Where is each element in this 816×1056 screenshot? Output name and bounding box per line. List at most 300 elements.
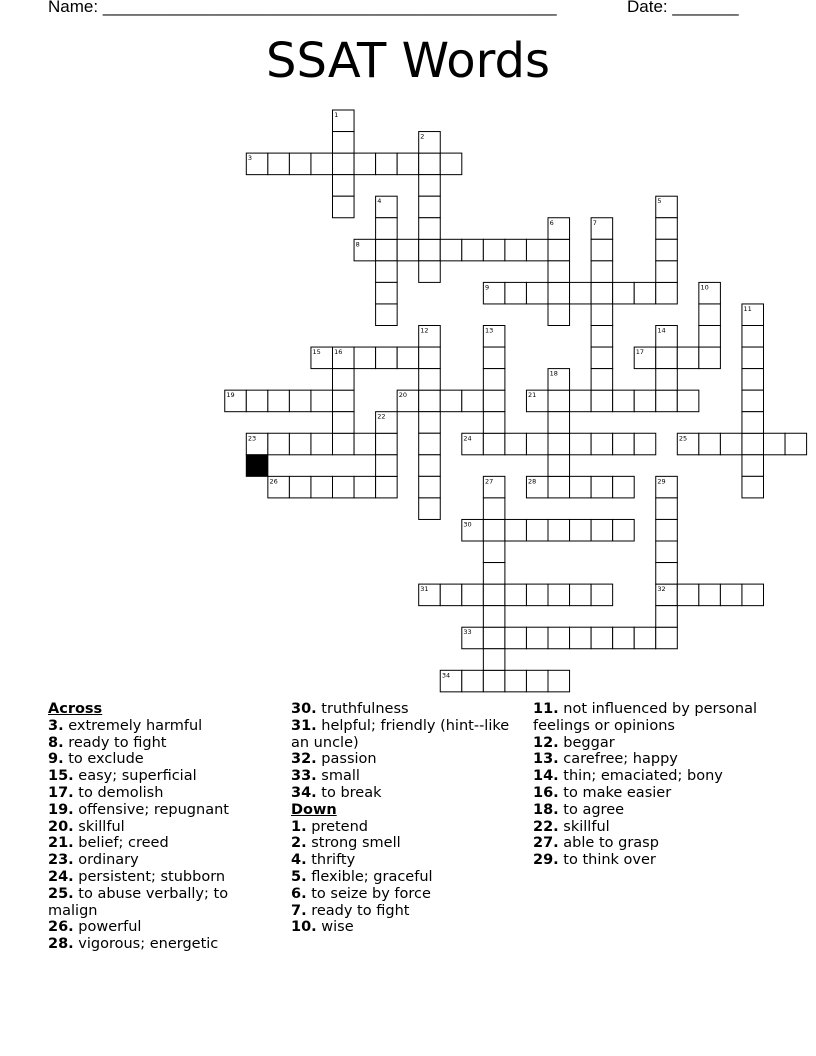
grid-cell[interactable] xyxy=(591,304,613,326)
clue-number-label: 20. xyxy=(48,818,74,835)
clue-number: 29 xyxy=(657,477,666,486)
clue-number-label: 27. xyxy=(533,835,559,852)
grid-cell[interactable] xyxy=(311,390,333,412)
clue-text: skillful xyxy=(73,818,125,835)
clue xyxy=(291,919,527,936)
grid-cell[interactable] xyxy=(333,433,355,455)
grid-cell[interactable] xyxy=(483,390,505,412)
grid-cell[interactable] xyxy=(548,433,570,455)
grid-cell[interactable] xyxy=(397,153,419,175)
clue-number: 24 xyxy=(463,434,472,443)
clue xyxy=(48,819,280,836)
clue-number-label: 7. xyxy=(291,902,307,919)
grid-cell[interactable] xyxy=(591,519,613,541)
clue xyxy=(533,701,769,735)
clue-number-label: 21. xyxy=(48,835,74,852)
grid-cell[interactable] xyxy=(548,670,570,692)
clue xyxy=(48,718,280,735)
clue xyxy=(48,835,280,852)
grid-cell[interactable] xyxy=(656,541,678,563)
clue-text: not influenced by personal feelings or opinions xyxy=(533,701,758,734)
clue-number: 25 xyxy=(678,434,688,443)
across-clue-list-continued xyxy=(291,701,527,802)
clue-number-label: 13. xyxy=(533,751,559,768)
grid-cell[interactable] xyxy=(656,606,678,628)
grid-cell[interactable] xyxy=(742,326,764,348)
clue-number-label: 17. xyxy=(48,784,74,801)
clue-number: 30 xyxy=(463,520,472,529)
grid-cell[interactable] xyxy=(419,175,441,197)
grid-cell[interactable] xyxy=(548,239,570,261)
grid-cell[interactable] xyxy=(440,153,462,175)
clue-number: 8 xyxy=(355,240,360,249)
black-square xyxy=(246,455,268,477)
grid-cell[interactable] xyxy=(483,649,505,671)
grid-cell[interactable] xyxy=(440,239,462,261)
grid-cell[interactable] xyxy=(634,627,656,649)
grid-cell[interactable] xyxy=(483,347,505,369)
grid-cell[interactable] xyxy=(656,390,678,412)
clue-number-label: 32. xyxy=(291,751,317,768)
clue-number-label: 26. xyxy=(48,919,74,936)
grid-cell[interactable] xyxy=(354,476,376,498)
grid-cell[interactable] xyxy=(634,390,656,412)
grid-cell[interactable] xyxy=(483,563,505,585)
clue-number: 5 xyxy=(657,197,662,206)
grid-cell[interactable] xyxy=(419,347,441,369)
grid-cell[interactable] xyxy=(483,627,505,649)
clue-number: 33 xyxy=(463,628,472,637)
grid-cell[interactable] xyxy=(613,627,635,649)
clue-text: thin; emaciated; bony xyxy=(558,768,723,785)
grid-cell[interactable] xyxy=(419,196,441,218)
clue xyxy=(48,735,280,752)
grid-cell[interactable] xyxy=(699,326,721,348)
grid-cell[interactable] xyxy=(742,412,764,434)
clue xyxy=(291,852,527,869)
grid-cell[interactable] xyxy=(462,390,484,412)
grid-cell[interactable] xyxy=(591,282,613,304)
grid-cell[interactable] xyxy=(419,433,441,455)
grid-cell[interactable] xyxy=(548,519,570,541)
across-clue-list xyxy=(48,718,280,953)
grid-cell[interactable] xyxy=(376,347,398,369)
grid-cell[interactable] xyxy=(483,369,505,391)
grid-cell[interactable] xyxy=(354,433,376,455)
grid-cell[interactable] xyxy=(742,347,764,369)
page-title: SSAT Words xyxy=(266,33,550,89)
grid-cell[interactable] xyxy=(742,369,764,391)
clue-text: powerful xyxy=(73,919,142,936)
clue-number: 12 xyxy=(420,326,429,335)
grid-cell[interactable] xyxy=(591,326,613,348)
grid-cell[interactable] xyxy=(354,153,376,175)
clue-number-label: 12. xyxy=(533,734,559,751)
clue-text: to exclude xyxy=(63,751,144,768)
clue-number: 15 xyxy=(312,348,321,357)
grid-cell[interactable] xyxy=(591,369,613,391)
grid-cell[interactable] xyxy=(656,239,678,261)
grid-cell[interactable] xyxy=(656,563,678,585)
clue-number: 4 xyxy=(377,197,382,206)
clue-text: easy; superficial xyxy=(73,768,197,785)
grid-cell[interactable] xyxy=(440,584,462,606)
grid-cell[interactable] xyxy=(376,282,398,304)
grid-cell[interactable] xyxy=(526,282,548,304)
grid-cell[interactable] xyxy=(656,261,678,283)
grid-cell[interactable] xyxy=(613,282,635,304)
clue xyxy=(48,768,280,785)
clue-text: persistent; stubborn xyxy=(73,868,226,885)
grid-cell[interactable] xyxy=(505,433,527,455)
grid-cell[interactable] xyxy=(440,390,462,412)
clue-number: 22 xyxy=(377,412,386,421)
clue-number-label: 2. xyxy=(291,835,307,852)
grid-cell[interactable] xyxy=(699,433,721,455)
grid-cell[interactable] xyxy=(764,433,786,455)
grid-cell[interactable] xyxy=(656,498,678,520)
clue-text: beggar xyxy=(558,734,615,751)
clue-number-label: 25. xyxy=(48,885,74,902)
clue-number: 13 xyxy=(484,326,494,335)
clue xyxy=(533,785,769,802)
grid-cell[interactable] xyxy=(591,476,613,498)
grid-cell[interactable] xyxy=(483,412,505,434)
grid-cell[interactable] xyxy=(268,390,290,412)
grid-cell[interactable] xyxy=(419,369,441,391)
grid-cell[interactable] xyxy=(397,347,419,369)
grid-cell[interactable] xyxy=(613,476,635,498)
grid-cell[interactable] xyxy=(570,519,592,541)
grid-cell[interactable] xyxy=(591,347,613,369)
grid-cell[interactable] xyxy=(311,476,333,498)
grid-cell[interactable] xyxy=(419,476,441,498)
clue-number: 16 xyxy=(334,348,343,357)
clue-number-label: 5. xyxy=(291,868,307,885)
grid-cell[interactable] xyxy=(311,433,333,455)
clue xyxy=(48,785,280,802)
clue-text: to make easier xyxy=(558,784,672,801)
grid-cell[interactable] xyxy=(354,347,376,369)
clue xyxy=(291,869,527,886)
grid-cell[interactable] xyxy=(505,584,527,606)
grid-cell[interactable] xyxy=(311,153,333,175)
grid-cell[interactable] xyxy=(333,369,355,391)
clue xyxy=(533,835,769,852)
grid-cell[interactable] xyxy=(548,390,570,412)
clue-text: ordinary xyxy=(73,852,139,869)
clue-text: ready to fight xyxy=(63,734,167,751)
grid-cell[interactable] xyxy=(333,153,355,175)
grid-cell[interactable] xyxy=(548,282,570,304)
grid-cell[interactable] xyxy=(548,627,570,649)
clue-number: 32 xyxy=(657,585,666,594)
grid-cell[interactable] xyxy=(462,239,484,261)
grid-cell[interactable] xyxy=(419,498,441,520)
clue xyxy=(48,852,280,869)
grid-cell[interactable] xyxy=(591,584,613,606)
grid-cell[interactable] xyxy=(419,218,441,240)
grid-cell[interactable] xyxy=(397,239,419,261)
clue-text: to agree xyxy=(558,801,625,818)
grid-cell[interactable] xyxy=(548,455,570,477)
clue-number-label: 33. xyxy=(291,768,317,785)
grid-cell[interactable] xyxy=(376,218,398,240)
grid-cell[interactable] xyxy=(720,433,742,455)
grid-cell[interactable] xyxy=(548,261,570,283)
clue xyxy=(533,751,769,768)
grid-cell[interactable] xyxy=(333,390,355,412)
clue-number: 28 xyxy=(528,477,537,486)
clue-text: to seize by force xyxy=(306,885,431,902)
clue-text: flexible; graceful xyxy=(306,868,433,885)
clue-number: 11 xyxy=(743,304,752,313)
grid-cell[interactable] xyxy=(656,369,678,391)
clue-number: 9 xyxy=(484,283,490,292)
grid-cell[interactable] xyxy=(742,390,764,412)
clue xyxy=(48,869,280,886)
grid-cell[interactable] xyxy=(742,433,764,455)
grid-cell[interactable] xyxy=(462,584,484,606)
grid-cell[interactable] xyxy=(785,433,807,455)
grid-cell[interactable] xyxy=(742,455,764,477)
grid-cell[interactable] xyxy=(591,239,613,261)
clue-number-label: 16. xyxy=(533,784,559,801)
date-line: _______ xyxy=(672,0,739,16)
grid-cell[interactable] xyxy=(483,498,505,520)
grid-cell[interactable] xyxy=(548,412,570,434)
grid-cell[interactable] xyxy=(570,476,592,498)
grid-cell[interactable] xyxy=(656,627,678,649)
grid-cell[interactable] xyxy=(526,433,548,455)
clue xyxy=(533,819,769,836)
grid-cell[interactable] xyxy=(526,239,548,261)
grid-cell[interactable] xyxy=(505,670,527,692)
grid-cell[interactable] xyxy=(483,541,505,563)
grid-cell[interactable] xyxy=(677,347,699,369)
grid-cell[interactable] xyxy=(570,390,592,412)
clue-number-label: 30. xyxy=(291,701,317,717)
grid-cell[interactable] xyxy=(483,670,505,692)
grid-cell[interactable] xyxy=(656,218,678,240)
clue-number: 14 xyxy=(657,326,666,335)
grid-cell[interactable] xyxy=(526,584,548,606)
clue-text: able to grasp xyxy=(558,835,659,852)
clue-number: 1 xyxy=(334,111,339,119)
grid-cell[interactable] xyxy=(570,282,592,304)
grid-cell[interactable] xyxy=(419,261,441,283)
clue-number-label: 15. xyxy=(48,768,74,785)
clue-text: carefree; happy xyxy=(558,751,678,768)
clue xyxy=(291,701,527,718)
grid-cell[interactable] xyxy=(505,239,527,261)
grid-cell[interactable] xyxy=(419,239,441,261)
grid-cell[interactable] xyxy=(699,304,721,326)
grid-cell[interactable] xyxy=(526,670,548,692)
grid-cell[interactable] xyxy=(548,476,570,498)
clue-number-label: 10. xyxy=(291,919,317,936)
grid-cell[interactable] xyxy=(699,347,721,369)
clue-number: 21 xyxy=(528,391,537,400)
grid-cell[interactable] xyxy=(333,412,355,434)
grid-cell[interactable] xyxy=(548,584,570,606)
clue xyxy=(291,785,527,802)
clue-number-label: 23. xyxy=(48,852,74,869)
grid-cell[interactable] xyxy=(591,261,613,283)
clue-number: 10 xyxy=(700,283,709,292)
clue-number-label: 11. xyxy=(533,701,559,717)
across-clues xyxy=(48,701,280,953)
down-clue-list-continued xyxy=(533,701,769,869)
grid-cell[interactable] xyxy=(656,347,678,369)
clue-text: pretend xyxy=(306,818,368,835)
grid-cell[interactable] xyxy=(376,304,398,326)
clue-number-label: 3. xyxy=(48,717,64,734)
grid-cell[interactable] xyxy=(376,476,398,498)
grid-cell[interactable] xyxy=(376,261,398,283)
date-label: Date: xyxy=(627,0,668,16)
grid-cell[interactable] xyxy=(720,584,742,606)
clue xyxy=(48,936,280,953)
clue xyxy=(533,852,769,869)
grid-cell[interactable] xyxy=(505,282,527,304)
clue-number-label: 9. xyxy=(48,751,64,768)
clue-number-label: 22. xyxy=(533,818,559,835)
grid-cell[interactable] xyxy=(526,519,548,541)
clue-number-label: 1. xyxy=(291,818,307,835)
grid-cell[interactable] xyxy=(289,476,311,498)
clue-number: 17 xyxy=(635,348,645,357)
clue-text: strong smell xyxy=(306,835,401,852)
grid-cell[interactable] xyxy=(505,627,527,649)
grid-cell[interactable] xyxy=(656,519,678,541)
grid-cell[interactable] xyxy=(483,239,505,261)
down-clue-list xyxy=(291,819,527,937)
grid-cell[interactable] xyxy=(570,433,592,455)
clue-text: belief; creed xyxy=(73,835,169,852)
clue-text: vigorous; energetic xyxy=(73,936,219,953)
grid-cell[interactable] xyxy=(613,433,635,455)
grid-cell[interactable] xyxy=(268,433,290,455)
grid-cell[interactable] xyxy=(289,390,311,412)
clue-number: 2 xyxy=(420,132,425,141)
grid-cell[interactable] xyxy=(742,584,764,606)
clue-number-label: 24. xyxy=(48,868,74,885)
grid-cell[interactable] xyxy=(483,433,505,455)
clue-number-label: 6. xyxy=(291,885,307,902)
grid-cell[interactable] xyxy=(333,476,355,498)
grid-cell[interactable] xyxy=(289,433,311,455)
grid-cell[interactable] xyxy=(677,390,699,412)
grid-cell[interactable] xyxy=(570,627,592,649)
clue xyxy=(291,835,527,852)
grid-cell[interactable] xyxy=(613,390,635,412)
clue xyxy=(291,751,527,768)
clue-number-label: 31. xyxy=(291,717,317,734)
grid-cell[interactable] xyxy=(656,282,678,304)
clue-number: 20 xyxy=(398,391,408,400)
grid-cell[interactable] xyxy=(634,282,656,304)
grid-cell[interactable] xyxy=(333,132,355,154)
grid-cell[interactable] xyxy=(483,606,505,628)
grid-cell[interactable] xyxy=(333,196,355,218)
clue-text: to abuse verbally; to malign xyxy=(48,885,229,919)
grid-cell[interactable] xyxy=(419,153,441,175)
clue-number: 31 xyxy=(420,585,429,594)
grid-cell[interactable] xyxy=(246,390,268,412)
clue-number: 6 xyxy=(549,218,554,227)
clue-text: helpful; friendly (hint--like an uncle) xyxy=(291,717,510,751)
grid-cell[interactable] xyxy=(483,584,505,606)
clue-text: passion xyxy=(316,751,377,768)
clue xyxy=(533,768,769,785)
clue-number: 7 xyxy=(592,218,597,227)
clue-text: truthfulness xyxy=(316,701,409,717)
grid-cell[interactable] xyxy=(419,455,441,477)
clue xyxy=(48,919,280,936)
grid-cell[interactable] xyxy=(591,627,613,649)
clue-text: thrifty xyxy=(306,852,356,869)
grid-cell[interactable] xyxy=(742,476,764,498)
clue-number-label: 29. xyxy=(533,852,559,869)
grid-cell[interactable] xyxy=(376,455,398,477)
down-clues-continued xyxy=(533,701,769,869)
grid-cell[interactable] xyxy=(505,519,527,541)
clue-text: small xyxy=(316,768,360,785)
clue-number-label: 18. xyxy=(533,801,559,818)
down-heading: Down xyxy=(291,801,337,818)
grid-cell[interactable] xyxy=(613,519,635,541)
grid-cell[interactable] xyxy=(376,433,398,455)
grid-cell[interactable] xyxy=(289,153,311,175)
clue-number-label: 14. xyxy=(533,768,559,785)
clue xyxy=(291,819,527,836)
grid-cell[interactable] xyxy=(419,412,441,434)
clue-number-label: 34. xyxy=(291,784,317,801)
name-line: ________________________________________________ xyxy=(102,0,557,16)
grid-cell[interactable] xyxy=(699,584,721,606)
clue xyxy=(533,802,769,819)
grid-cell[interactable] xyxy=(268,153,290,175)
grid-cell[interactable] xyxy=(677,584,699,606)
clue xyxy=(291,768,527,785)
grid-cell[interactable] xyxy=(462,670,484,692)
clue xyxy=(291,718,527,752)
grid-cell[interactable] xyxy=(526,627,548,649)
clue-number-label: 4. xyxy=(291,852,307,869)
clue-number: 19 xyxy=(226,391,235,400)
clue-text: ready to fight xyxy=(306,902,410,919)
grid-cell[interactable] xyxy=(634,433,656,455)
grid-cell[interactable] xyxy=(376,239,398,261)
clue-text: to demolish xyxy=(73,784,164,801)
grid-cell[interactable] xyxy=(483,519,505,541)
clue-number-label: 19. xyxy=(48,801,74,818)
clue-text: extremely harmful xyxy=(63,717,203,734)
grid-cell[interactable] xyxy=(548,304,570,326)
clue-number-label: 28. xyxy=(48,936,74,953)
clue xyxy=(291,886,527,903)
grid-cell[interactable] xyxy=(419,390,441,412)
clue-number-label: 8. xyxy=(48,734,64,751)
clue-number: 34 xyxy=(441,671,451,680)
grid-cell[interactable] xyxy=(570,584,592,606)
down-clues xyxy=(291,701,527,936)
grid-cell[interactable] xyxy=(333,175,355,197)
grid-cell[interactable] xyxy=(591,390,613,412)
grid-cell[interactable] xyxy=(376,153,398,175)
grid-cell[interactable] xyxy=(591,433,613,455)
